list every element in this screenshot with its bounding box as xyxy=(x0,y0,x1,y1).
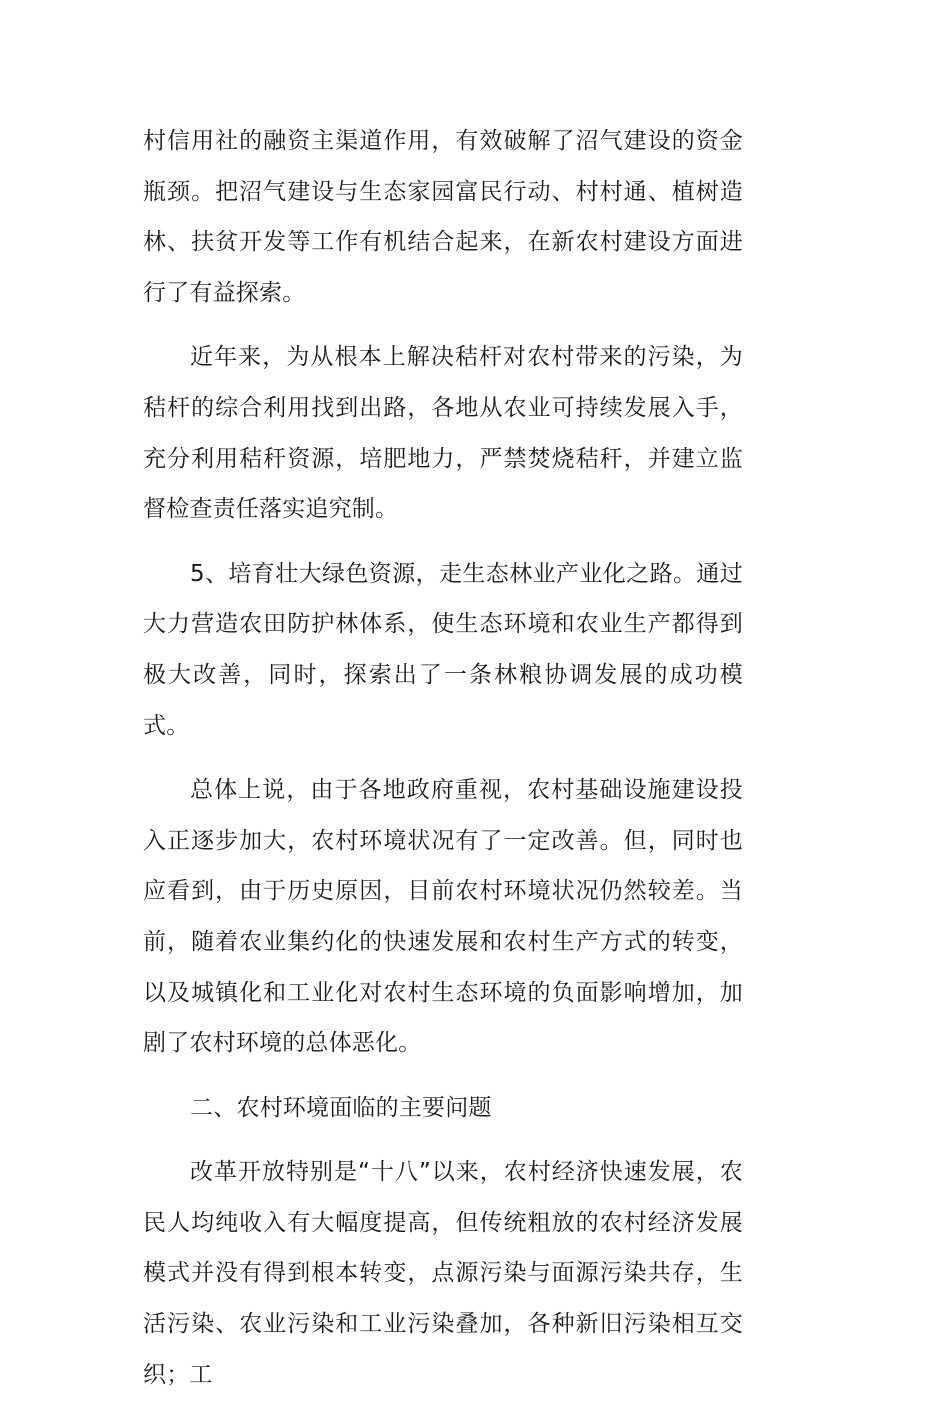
paragraph-straw-pollution: 近年来，为从根本上解决秸杆对农村带来的污染，为秸杆的综合利用找到出路，各地从农业可持续发展入手，充分利用秸秆资源，培肥地力，严禁焚烧秸秆，并建立监督检查责任落实追究制。 xyxy=(143,344,743,523)
paragraph-reform-opening: 改革开放特别是“十八”以来，农村经济快速发展，农民人均纯收入有大幅度提高，但传统粗放的农村经济发展模式并没有得到根本转变，点源污染与面源污染共存，生活污染、农业污染和工业污染叠加，各种新旧污染相互交织；工 xyxy=(143,1159,743,1388)
paragraph-overall-summary: 总体上说，由于各地政府重视，农村基础设施建设投入正逐步加大，农村环境状况有了一定改善。但，同时也应看到，由于历史原因，目前农村环境状况仍然较差。当前，随着农业集约化的快速发展和农村生产方式的转变，以及城镇化和工业化对农村生态环境的负面影响增加，加剧了农村环境的总体恶化。 xyxy=(143,777,743,1057)
paragraph-green-resources: 5、培育壮大绿色资源，走生态林业产业化之路。通过大力营造农田防护林体系，使生态环境和农业生产都得到极大改善，同时，探索出了一条林粮协调发展的成功模式。 xyxy=(143,560,743,739)
section-heading: 二、农村环境面临的主要问题 xyxy=(190,1094,492,1121)
document-body xyxy=(143,116,743,1414)
paragraph-continuation: 村信用社的融资主渠道作用，有效破解了沼气建设的资金瓶颈。把沼气建设与生态家园富民行动、村村通、植树造林、扶贫开发等工作有机结合起来，在新农村建设方面进行了有益探索。 xyxy=(143,128,743,306)
